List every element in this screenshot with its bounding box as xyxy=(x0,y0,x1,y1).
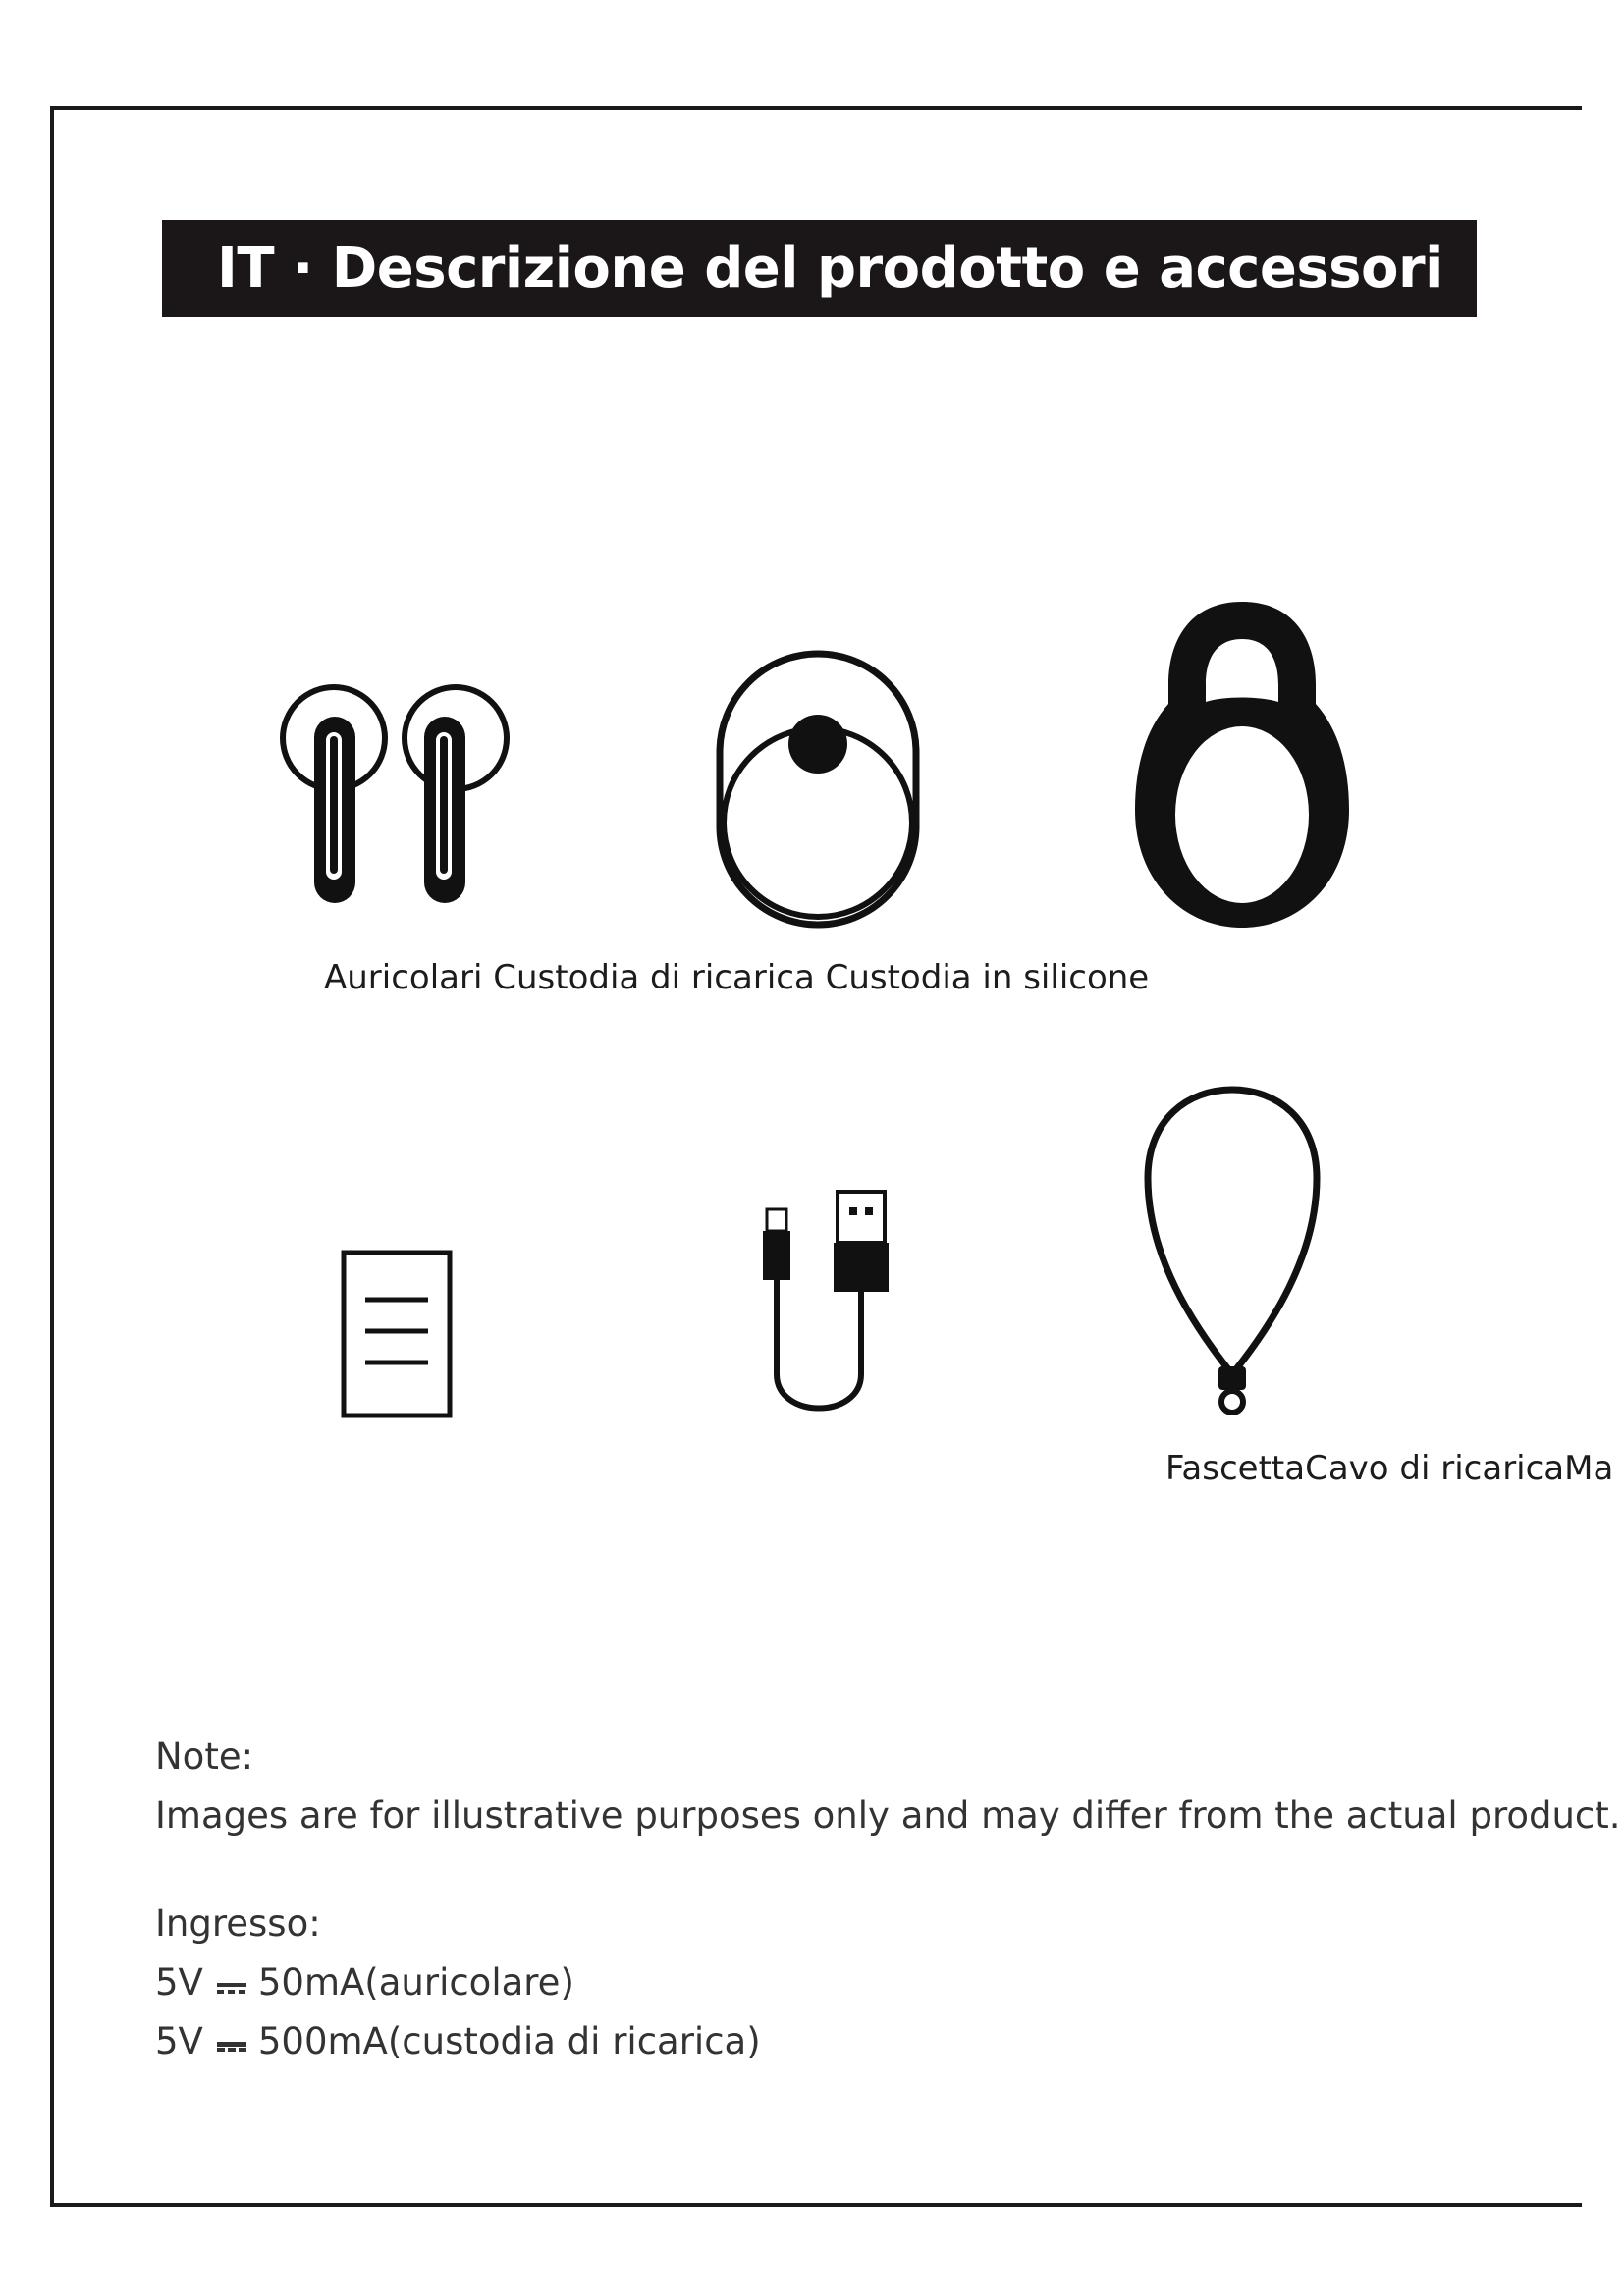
charging-case-icon xyxy=(710,648,926,933)
silicone-case-icon xyxy=(1129,594,1355,937)
page-title: IT · Descrizione del prodotto e accessori xyxy=(217,237,1443,300)
lanyard-strap-icon xyxy=(1134,1080,1330,1418)
notes-section xyxy=(155,1728,1621,2071)
case-input-spec xyxy=(155,2012,1621,2071)
row1-caption: Auricolari Custodia di ricarica Custodia in silicone xyxy=(324,958,1150,997)
case-current: 500mA(custodia di ricarica) xyxy=(257,2020,761,2062)
title-banner xyxy=(162,220,1477,317)
manual-document-icon xyxy=(340,1249,454,1421)
earbud-voltage: 5V xyxy=(155,1961,203,2003)
usb-cable-icon xyxy=(751,1188,898,1423)
earbud-input-spec xyxy=(155,1953,1621,2012)
input-heading: Ingresso: xyxy=(155,1902,321,1945)
dc-current-icon xyxy=(217,1953,246,2012)
earbuds-icon xyxy=(277,677,513,913)
case-voltage: 5V xyxy=(155,2020,203,2062)
row2-caption: FascettaCavo di ricaricaMa xyxy=(1165,1449,1614,1488)
earbud-current: 50mA(auricolare) xyxy=(257,1961,574,2003)
dc-current-icon xyxy=(217,2012,246,2071)
notes-heading: Note: xyxy=(155,1735,254,1778)
disclaimer-text: Images are for illustrative purposes only and may differ from the actual product. xyxy=(155,1794,1621,1837)
